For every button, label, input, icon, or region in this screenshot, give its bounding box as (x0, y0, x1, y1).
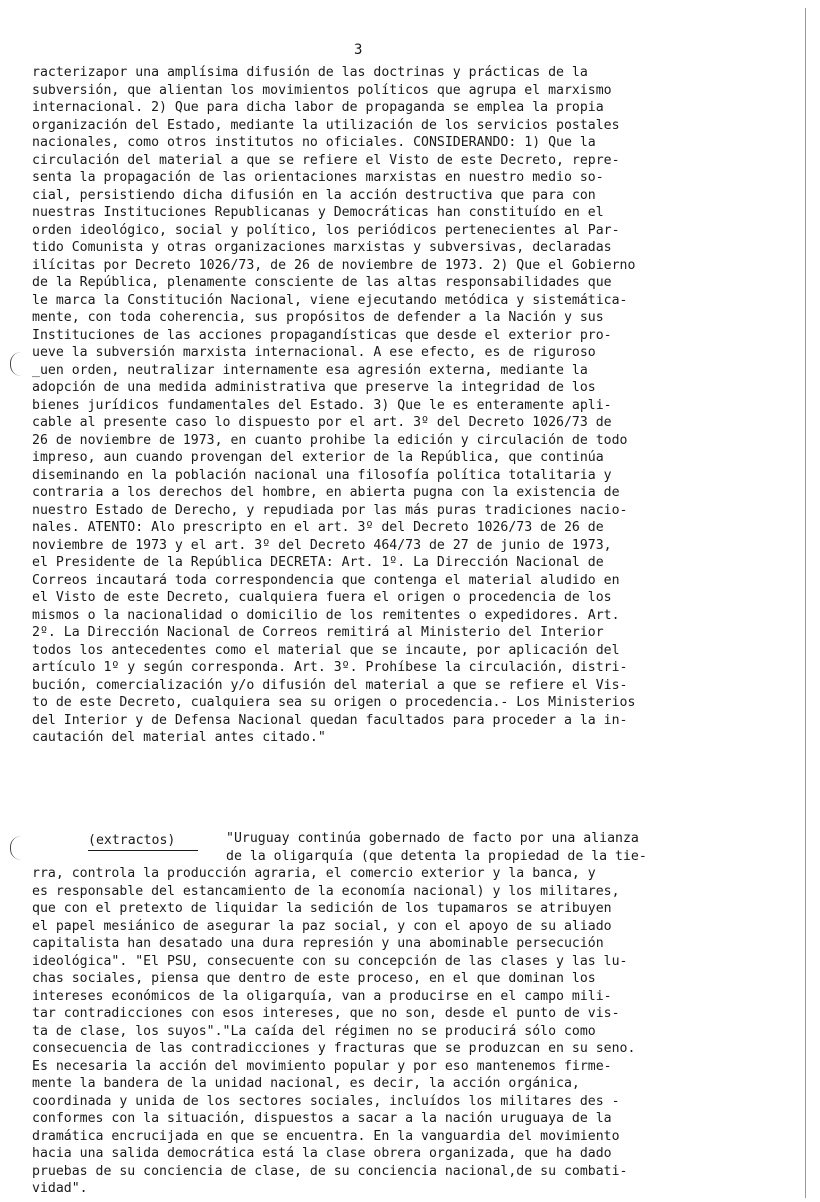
text-line: senta la propagación de las orientaciones marxistas en nuestro medio so- (32, 170, 604, 185)
text-line: "Uruguay continúa gobernado de facto por una alianza (226, 831, 639, 846)
text-line: ueve la subversión marxista internacional. A ese efecto, es de riguroso (32, 345, 596, 360)
text-line: tar contradicciones con esos intereses, que no son, desde el punto de vis- (32, 1006, 620, 1021)
text-line: que con el pretexto de liquidar la sedición de los tupamaros se atribuyen (32, 901, 612, 916)
text-line: _uen orden, neutralizar internamente esa agresión externa, mediante la (32, 362, 588, 378)
text-line: mismos o la nacionalidad o domicilio de los remitentes o expedidores. Art. (32, 607, 620, 623)
text-line: ilícitas por Decreto 1026/73, de 26 de noviembre de 1973. 2) Que el Gobierno (32, 257, 636, 273)
text-line: todos los antecedentes como el material que se incaute, por aplicación del (32, 642, 620, 658)
margin-bracket-mark-2 (10, 836, 21, 860)
text-line: consecuencia de las contradicciones y fracturas que se produzcan en su seno. (32, 1041, 636, 1056)
section-8-heading (32, 812, 812, 830)
text-line: subversión, que alientan los movimientos políticos que agrupa el marxismo (32, 82, 612, 98)
section-subheading: (extractos) (88, 833, 176, 848)
text-line: nuestras Instituciones Republicanas y Democráticas han constituído en el (32, 205, 604, 220)
text-line: Es necesaria la acción del movimiento popular y por eso mantenemos firme- (32, 1058, 612, 1074)
text-line: mente, con toda coherencia, sus propósitos de defender a la Nación y sus (32, 310, 604, 325)
text-line: impreso, aun cuando provengan del exterior de la República, que continúa (32, 450, 604, 465)
text-line: racterizapor una amplísima difusión de las doctrinas y prácticas de la (32, 65, 588, 80)
text-line: cautación del material antes citado." (32, 730, 326, 745)
text-line: nales. ATENTO: Alo prescripto en el art. 3º del Decreto 1026/73 de 26 de (32, 520, 604, 535)
text-line: bución, comercialización y/o difusión del material a que se refiere el Vis- (32, 677, 628, 693)
text-line: de la oligarquía (que detenta la propiedad de la tie- (226, 848, 647, 864)
text-line: intereses económicos de la oligarquía, van a producirse en el campo mili- (32, 988, 612, 1004)
text-line: contraria a los derechos del hombre, en abierta pugna con la existencia de (32, 485, 620, 500)
text-line: cable al presente caso lo dispuesto por el art. 3º del Decreto 1026/73 de (32, 415, 612, 430)
text-line: tido Comunista y otras organizaciones marxistas y subversivas, declaradas (32, 240, 612, 255)
text-line: orden ideológico, social y político, los periódicos pertenecientes al Par- (32, 222, 620, 238)
text-line: nuestro Estado de Derecho, y repudiada por las más puras tradiciones nacio- (32, 502, 628, 518)
text-line: ta de clase, los suyos"."La caída del régimen no se producirá sólo como (32, 1023, 596, 1039)
text-line: el papel mesiánico de asegurar la paz social, y con el apoyo de su aliado (32, 918, 612, 934)
margin-bracket-mark (10, 352, 21, 376)
text-line: del Interior y de Defensa Nacional quedan facultados para proceder a la in- (32, 712, 628, 728)
paragraph-decree-text (32, 64, 812, 747)
text-line: organización del Estado, mediante la utilización de los servicios postales (32, 117, 620, 133)
text-line: internacional. 2) Que para dicha labor de propaganda se emplea la propia (32, 100, 604, 115)
text-line: vidad". (32, 1181, 88, 1196)
page-number: 3 (354, 42, 363, 58)
text-line: diseminando en la población nacional una filosofía política totalitaria y (32, 467, 612, 483)
text-line: capitalista han desatado una dura represión y una abominable persecución (32, 936, 604, 951)
quote-opening-lines (226, 830, 786, 865)
text-line: cial, persistiendo dicha difusión en la acción destructiva que para con (32, 187, 596, 203)
text-line: adopción de una medida administrativa que preserve la integridad de los (32, 380, 596, 395)
text-line: 2º. La Dirección Nacional de Correos remitirá al Ministerio del Interior (32, 625, 604, 640)
text-line: bienes jurídicos fundamentales del Estado. 3) Que le es enteramente apli- (32, 397, 612, 413)
paragraph-declaration-text (32, 865, 812, 1198)
text-line: de la República, plenamente consciente de las altas responsabilidades que (32, 275, 612, 290)
text-line: noviembre de 1973 y el art. 3º del Decreto 464/73 de 27 de junio de 1973, (32, 537, 612, 553)
text-line: el Visto de este Decreto, cualquiera fuera el origen o procedencia de los (32, 590, 612, 605)
text-line: to de este Decreto, cualquiera sea su origen o procedencia.- Los Ministerios (32, 695, 636, 710)
subheading-underline (88, 850, 198, 851)
text-line: 26 de noviembre de 1973, en cuanto prohibe la edición y circulación de todo (32, 432, 628, 448)
text-line: conformes con la situación, dispuestos a sacar a la nación uruguaya de la (32, 1111, 612, 1126)
text-line: dramática encrucijada en que se encuentra. En la vanguardia del movimiento (32, 1128, 620, 1144)
text-line: rra, controla la producción agraria, el comercio exterior y la banca, y (32, 866, 596, 881)
text-line: Instituciones de las acciones propagandísticas que desde el exterior pro- (32, 327, 612, 343)
text-line: ideológica". "El PSU, consecuente con su concepción de las clases y las lu- (32, 953, 628, 969)
text-line: nacionales, como otros institutos no oficiales. CONSIDERANDO: 1) Que la (32, 135, 596, 150)
text-line: Correos incautará toda correspondencia que contenga el material aludido en (32, 572, 620, 588)
text-line: pruebas de su conciencia de clase, de su conciencia nacional,de su combati- (32, 1163, 628, 1179)
text-line: le marca la Constitución Nacional, viene ejecutando metódica y sistemática- (32, 292, 628, 308)
text-line: artículo 1º y según corresponda. Art. 3º. Prohíbese la circulación, distri- (32, 660, 628, 675)
text-line: mente la bandera de la unidad nacional, es decir, la acción orgánica, (32, 1076, 580, 1091)
text-line: chas sociales, piensa que dentro de este proceso, en el que dominan los (32, 971, 596, 986)
text-line: circulación del material a que se refiere el Visto de este Decreto, repre- (32, 152, 620, 168)
text-line: es responsable del estancamiento de la economía nacional) y los militares, (32, 883, 620, 899)
text-line: el Presidente de la República DECRETA: Art. 1º. La Dirección Nacional de (32, 555, 604, 570)
text-line: coordinada y unida de los sectores sociales, incluídos los militares des - (32, 1093, 620, 1109)
text-line: hacia una salida democrática está la clase obrera organizada, que ha dado (32, 1146, 612, 1161)
